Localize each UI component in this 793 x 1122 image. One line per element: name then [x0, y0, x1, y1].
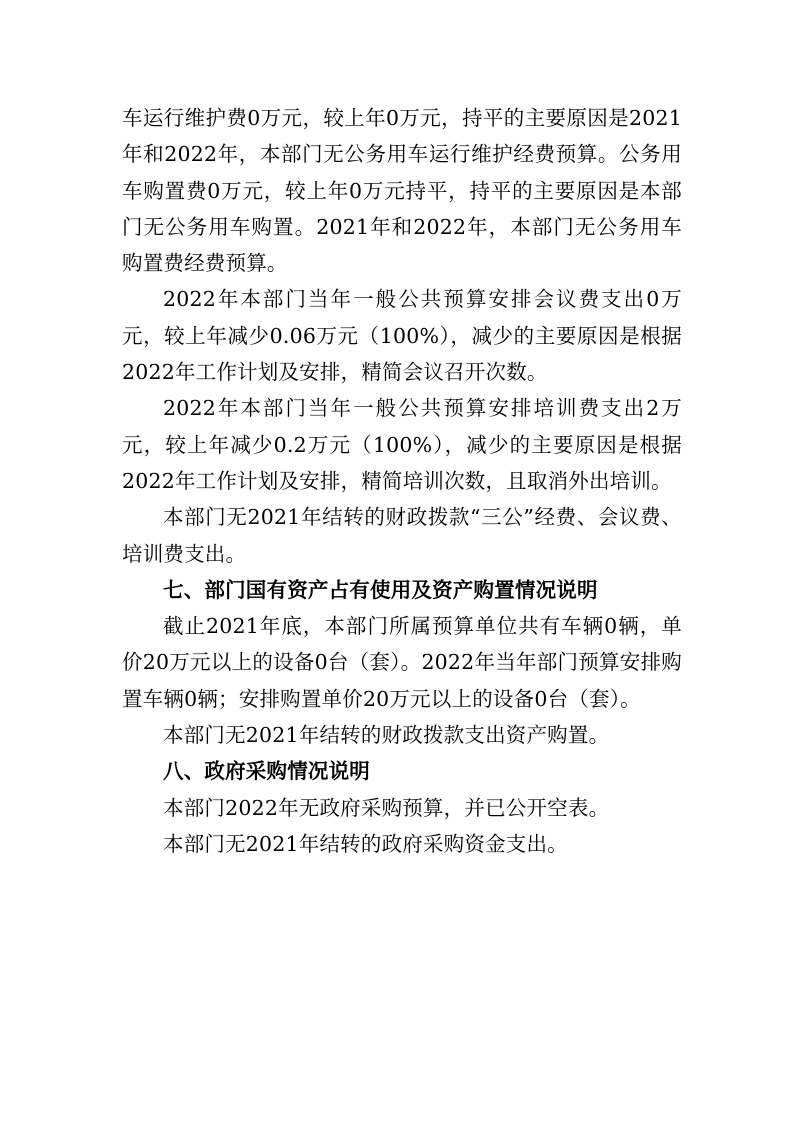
- section-heading-government-procurement: 八、政府采购情况说明: [163, 759, 370, 784]
- paragraph-carryover-three-public: 本部门无2021年结转的财政拨款“三公”经费、会议费、培训费支出。: [122, 505, 682, 566]
- paragraph-procurement-carryover: 本部门无2021年结转的政府采购资金支出。: [163, 831, 568, 856]
- document-body: [122, 100, 682, 862]
- paragraph-meeting-fees: 2022年本部门当年一般公共预算安排会议费支出0万元，较上年减少0.06万元（100%），减少的主要原因是根据2022年工作计划及安排，精简会议召开次数。: [122, 287, 682, 385]
- paragraph-vehicle-costs: 车运行维护费0万元，较上年0万元，持平的主要原因是2021年和2022年，本部门无公务用车运行维护经费预算。公务用车购置费0万元，较上年0万元持平，持平的主要原因是本部门无公务用车购置。2021年和2022年，本部门无公务用车购置费经费预算。: [122, 106, 682, 276]
- paragraph-procurement-budget: 本部门2022年无政府采购预算，并已公开空表。: [163, 795, 610, 820]
- section-heading-state-assets: 七、部门国有资产占有使用及资产购置情况说明: [163, 577, 598, 602]
- paragraph-training-fees: 2022年本部门当年一般公共预算安排培训费支出2万元，较上年减少0.2万元（100%），减少的主要原因是根据2022年工作计划及安排，精简培训次数，且取消外出培训。: [122, 396, 682, 493]
- paragraph-assets-carryover: 本部门无2021年结转的财政拨款支出资产购置。: [163, 723, 610, 748]
- paragraph-assets-status: 截止2021年底，本部门所属预算单位共有车辆0辆，单价20万元以上的设备0台（套）。2022年当年部门预算安排购置车辆0辆；安排购置单价20万元以上的设备0台（套）。: [122, 614, 682, 711]
